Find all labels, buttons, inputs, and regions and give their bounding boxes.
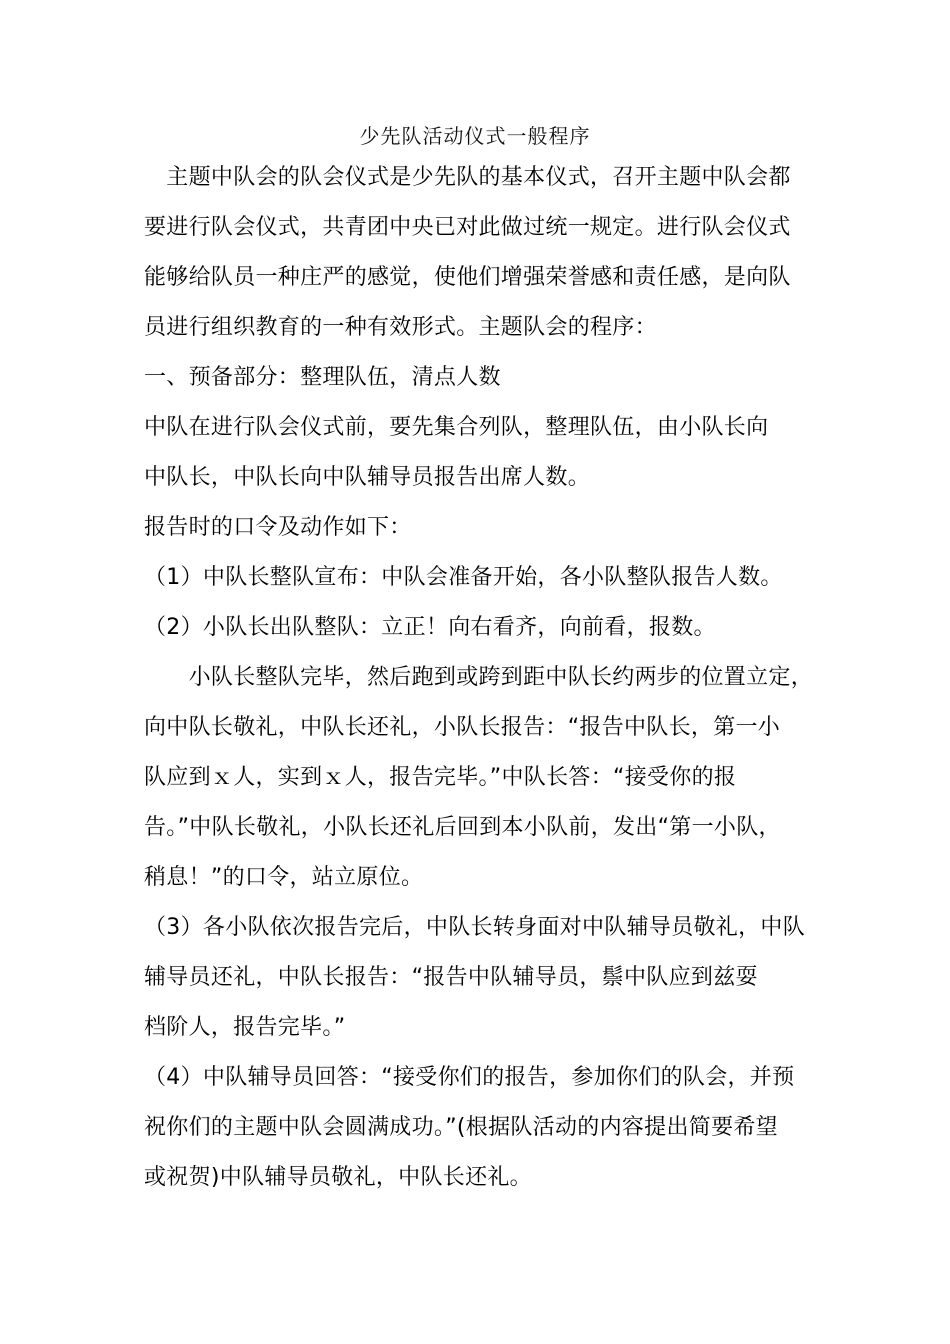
list-item-line: （4）中队辅导员回答：“接受你们的报告，参加你们的队会，并预 (144, 1065, 795, 1090)
section-heading: 一、预备部分：整理队伍，清点人数 (144, 365, 501, 390)
list-item-line: （1）中队长整队宣布：中队会准备开始，各小队整队报告人数。 (144, 565, 783, 590)
paragraph-line: 员进行组织教育的一种有效形式。主题队会的程序： (144, 315, 657, 340)
document-title: 少先队活动仪式一般程序 (359, 124, 591, 148)
paragraph-line: 主题中队会的队会仪式是少先队的基本仪式，召开主题中队会都 (144, 165, 791, 190)
paragraph-line: 小队长整队完毕，然后跑到或跨到距中队长约两步的位置立定， (144, 665, 814, 690)
paragraph-line: 队应到ｘ人，实到ｘ人，报告完毕。”中队长答：“接受你的报 (144, 765, 737, 790)
paragraph-line: 档阶人，报告完毕。” (144, 1015, 346, 1040)
paragraph-line: 向中队长敬礼，中队长还礼，小队长报告：“报告中队长，第一小 (144, 715, 781, 740)
paragraph-line: 中队在进行队会仪式前，要先集合列队，整理队伍，由小队长向 (144, 415, 769, 440)
paragraph-line: 稍息！”的口令，站立原位。 (144, 865, 424, 890)
paragraph-line: 或祝贺)中队辅导员敬礼，中队长还礼。 (144, 1165, 532, 1190)
paragraph-line: 要进行队会仪式，共青团中央已对此做过统一规定。进行队会仪式 (144, 215, 791, 240)
paragraph-line: 告。”中队长敬礼，小队长还礼后回到本小队前，发出“第一小队， (144, 815, 781, 840)
list-item-line: （3）各小队依次报告完后，中队长转身面对中队辅导员敬礼，中队 (144, 915, 805, 940)
paragraph-line: 中队长，中队长向中队辅导员报告出席人数。 (144, 465, 591, 490)
paragraph-line: 能够给队员一种庄严的感觉，使他们增强荣誉感和责任感，是向队 (144, 265, 791, 290)
paragraph-line: 祝你们的主题中队会圆满成功。”(根据队活动的内容提出简要希望 (144, 1115, 778, 1140)
paragraph-line: 报告时的口令及动作如下： (144, 515, 412, 540)
paragraph-line: 辅导员还礼，中队长报告：“报告中队辅导员，鬃中队应到兹耍 (144, 965, 758, 990)
list-item-line: （2）小队长出队整队：立正！向右看齐，向前看，报数。 (144, 615, 716, 640)
